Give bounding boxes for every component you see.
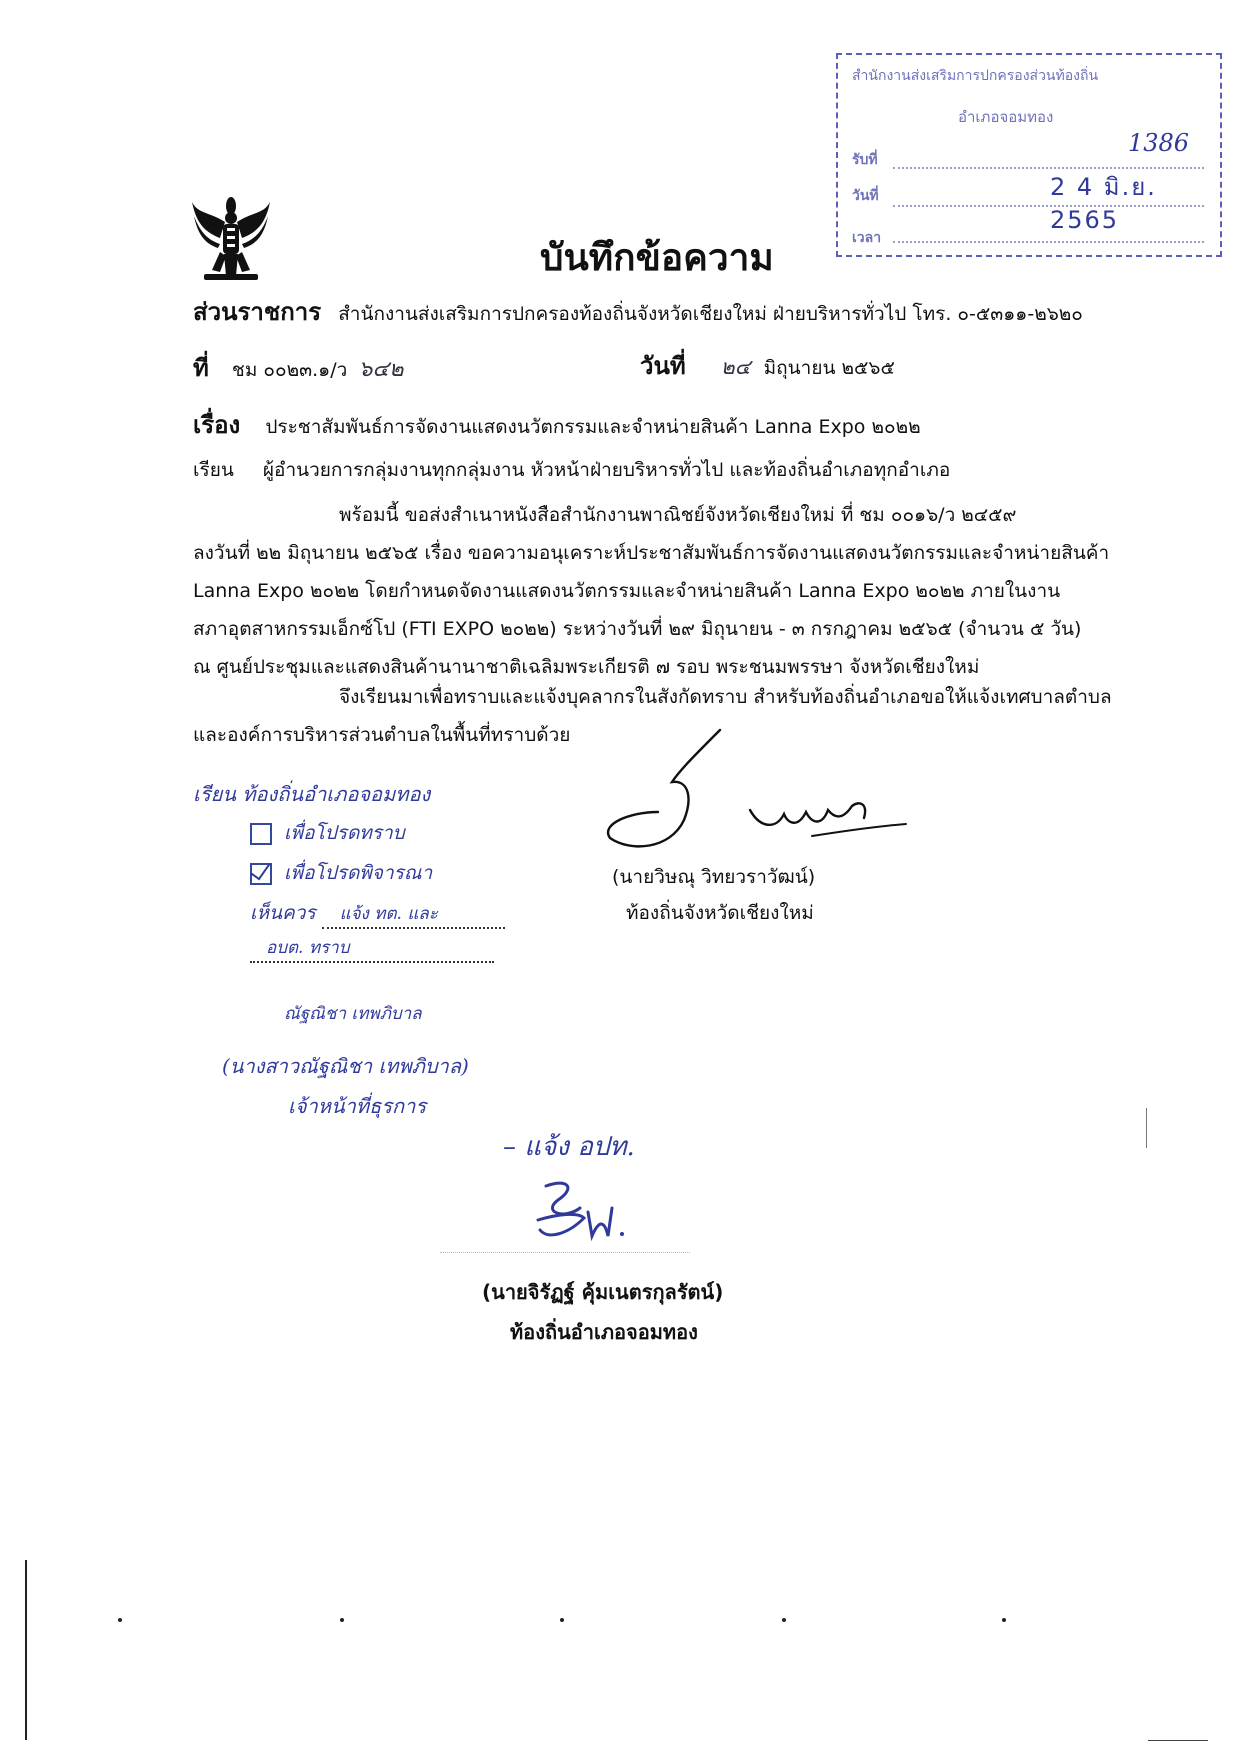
memo-opinion-line-1: แจ้ง ทต. และ: [322, 900, 505, 929]
stamp-received-number: 1386: [1128, 129, 1190, 157]
signature-district: [528, 1178, 638, 1248]
subject-label: เรื่อง: [193, 411, 241, 439]
stamp-time-label: เวลา: [852, 230, 882, 246]
agency-label: ส่วนราชการ: [193, 298, 322, 326]
date-day: ๒๔: [720, 355, 751, 379]
agency-value: สำนักงานส่งเสริมการปกครองท้องถิ่นจังหวัดเชียงใหม่ ฝ่ายบริหารทั่วไป โทร. ๐-๕๓๑๑-๒๖๒๐: [338, 303, 1083, 325]
approver-name: (นายจิรัฏฐ์ คุ้มเนตรกุลรัตน์): [482, 1280, 724, 1304]
date-label: วันที่: [640, 352, 686, 380]
checkbox-consider[interactable]: [250, 863, 272, 885]
body-line: สภาอุตสาหกรรมเอ็กซ์โป (FTI EXPO ๒๐๒๒) ระหว่างวันที่ ๒๙ มิถุนายน - ๓ กรกฎาคม ๒๕๖๕ (จำนวน ๕ วัน): [193, 618, 1082, 640]
ref-label: ที่: [193, 354, 209, 382]
clerk-initials: ณัฐณิชา เทพภิบาล: [284, 1004, 422, 1024]
stamp-received-label: รับที่: [852, 152, 878, 168]
body-line: ณ ศูนย์ประชุมและแสดงสินค้านานาชาติเฉลิมพระเกียรติ ๗ รอบ พระชนมพรรษา จังหวัดเชียงใหม่: [193, 656, 980, 678]
scan-edge-bottom: [1148, 1740, 1208, 1741]
memo-to: เรียน ท้องถิ่นอำเภอจอมทอง: [193, 782, 431, 806]
stamp-time-line: [893, 241, 1204, 243]
memo-option-2-label: เพื่อโปรดพิจารณา: [284, 862, 433, 884]
stamp-date-value: 2 4 มิ.ย. 2565: [1050, 173, 1157, 234]
stamp-date-label: วันที่: [852, 188, 879, 204]
memo-opinion-row: [250, 898, 505, 929]
scan-dot: [560, 1618, 564, 1622]
memo-opinion-row-2: [250, 934, 494, 963]
date-row: [640, 346, 895, 385]
memo-opinion-line-2: อบต. ทราบ: [250, 934, 494, 963]
clerk-name: (นางสาวณัฐณิชา เทพภิบาล): [222, 1054, 469, 1078]
memo-option-2: [250, 858, 432, 888]
memo-opinion-label: เห็นควร: [250, 902, 316, 924]
body-line: จึงเรียนมาเพื่อทราบและแจ้งบุคลากรในสังกัดทราบ สำหรับท้องถิ่นอำเภอขอให้แจ้งเทศบาลตำบล: [339, 686, 1112, 708]
date-value: มิถุนายน ๒๕๖๕: [763, 357, 895, 379]
body-line: พร้อมนี้ ขอส่งสำเนาหนังสือสำนักงานพาณิชย์จังหวัดเชียงใหม่ ที่ ชม ๐๐๑๖/ว ๒๔๕๙: [339, 504, 1017, 526]
signer-name: (นายวิษณุ วิทยวราวัฒน์): [612, 866, 816, 888]
ref-number: ๖๔๒: [358, 357, 404, 382]
ref-value: ชม ๐๐๒๓.๑/ว: [231, 359, 348, 381]
body-line: Lanna Expo ๒๐๒๒ โดยกำหนดจัดงานแสดงนวัตกรรมและจำหน่ายสินค้า Lanna Expo ๒๐๒๒ ภายในงาน: [193, 580, 1061, 602]
garuda-emblem-icon: [190, 192, 272, 284]
agency-row: [193, 292, 1083, 331]
signer-position: ท้องถิ่นจังหวัดเชียงใหม่: [626, 902, 814, 924]
approval-note: – แจ้ง อปท.: [503, 1132, 635, 1162]
subject-value: ประชาสัมพันธ์การจัดงานแสดงนวัตกรรมและจำหน่ายสินค้า Lanna Expo ๒๐๒๒: [265, 416, 921, 438]
scan-edge-right: [1146, 1108, 1147, 1148]
signature-line: [440, 1252, 690, 1253]
to-label: เรียน: [193, 459, 234, 481]
scan-dot: [782, 1618, 786, 1622]
approver-position: ท้องถิ่นอำเภอจอมทอง: [510, 1320, 698, 1344]
to-value: ผู้อำนวยการกลุ่มงานทุกกลุ่มงาน หัวหน้าฝ่ายบริหารทั่วไป และท้องถิ่นอำเภอทุกอำเภอ: [262, 459, 951, 481]
body-paragraph-1: [193, 496, 1133, 686]
signature-provincial: [600, 720, 920, 870]
body-line: ลงวันที่ ๒๒ มิถุนายน ๒๕๖๕ เรื่อง ขอความอนุเคราะห์ประชาสัมพันธ์การจัดงานแสดงนวัตกรรมและจำหน่ายสินค้า: [193, 542, 1110, 564]
scan-dot: [1002, 1618, 1006, 1622]
to-row: [193, 455, 950, 485]
ref-row: [193, 348, 403, 387]
scan-edge-left: [25, 1560, 27, 1740]
stamp-district: อำเภอจอมทอง: [958, 108, 1054, 126]
memo-option-1: [250, 818, 405, 848]
clerk-position: เจ้าหน้าที่ธุรการ: [288, 1094, 427, 1118]
stamp-office: สำนักงานส่งเสริมการปกครองส่วนท้องถิ่น: [852, 68, 1099, 84]
checkbox-acknowledge[interactable]: [250, 823, 272, 845]
scan-dot: [118, 1618, 122, 1622]
memo-option-1-label: เพื่อโปรดทราบ: [284, 822, 405, 844]
receiving-stamp: [836, 53, 1222, 257]
body-line: และองค์การบริหารส่วนตำบลในพื้นที่ทราบด้วย: [193, 724, 571, 746]
subject-row: [193, 405, 921, 444]
scan-dot: [340, 1618, 344, 1622]
page-title: บันทึกข้อความ: [540, 236, 774, 279]
